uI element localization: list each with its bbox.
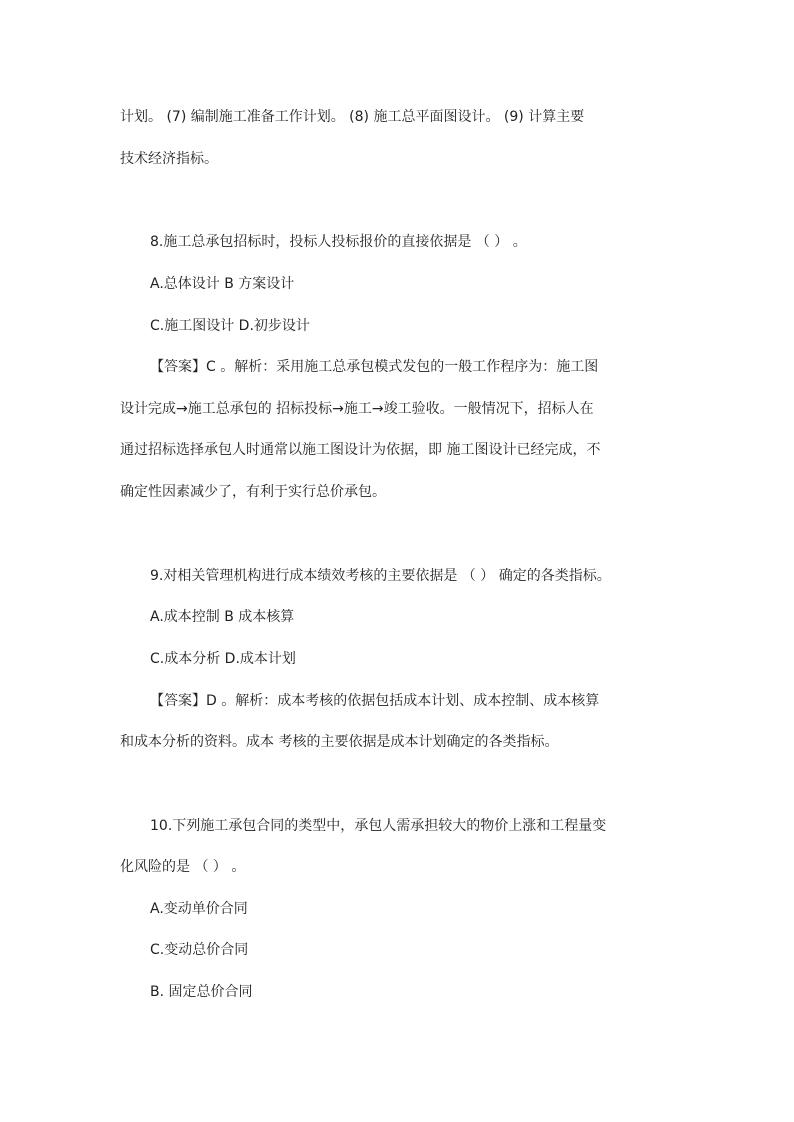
question-9-options-ab: A.成本控制 B 成本核算 [150,609,295,625]
question-10-option-c: C.变动总价合同 [150,942,249,958]
answer-9-text: 和成本分析的资料。成本 考核的主要依据是成本计划确定的各类指标。 [120,734,559,750]
question-10: 10.下列施工承包合同的类型中，承包人需承担较大的物价上涨和工程量变 [150,818,607,834]
answer-8: 【答案】C 。解析：采用施工总承包模式发包的一般工作程序为：施工图 [150,359,599,375]
text-line: 技术经济指标。 [120,151,218,167]
question-8-options-cd: C.施工图设计 D.初步设计 [150,318,310,334]
question-10-option-b: B. 固定总价合同 [150,984,253,1000]
answer-9: 【答案】D 。解析：成本考核的依据包括成本计划、成本控制、成本核算 [150,693,600,709]
question-8-options-ab: A.总体设计 B 方案设计 [150,276,295,292]
text-line: 计划。 (7) 编制施工准备工作计划。 (8) 施工总平面图设计。 (9) 计算主要 [120,109,585,125]
question-8: 8.施工总承包招标时，投标人投标报价的直接依据是 （ ） 。 [150,234,527,250]
question-10-option-a: A.变动单价合同 [150,901,248,917]
question-9: 9.对相关管理机构进行成本绩效考核的主要依据是 （ ） 确定的各类指标。 [150,568,611,584]
question-10-text: 化风险的是 （ ） 。 [120,859,246,875]
answer-8-text: 确定性因素减少了，有利于实行总价承包。 [120,484,386,500]
answer-8-text: 设计完成→施工总承包的 招标投标→施工→竣工验收。一般情况下，招标人在 [120,401,594,417]
question-9-options-cd: C.成本分析 D.成本计划 [150,651,296,667]
answer-8-text: 通过招标选择承包人时通常以施工图设计为依据，即 施工图设计已经完成，不 [120,442,601,458]
